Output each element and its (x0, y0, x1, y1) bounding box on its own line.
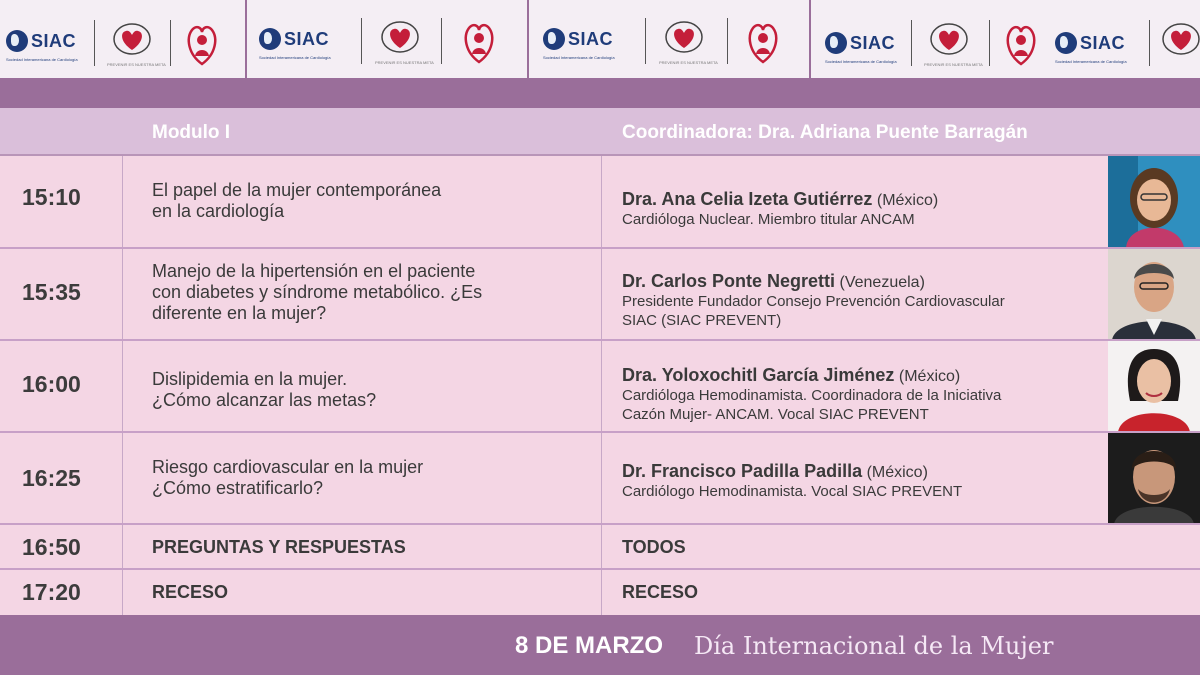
siac-logo (1055, 32, 1125, 54)
session-time: 16:50 (22, 534, 81, 560)
table-row (0, 525, 1200, 569)
divider (122, 249, 123, 340)
divider (989, 20, 990, 66)
session-topic (152, 261, 592, 324)
session-topic (152, 369, 592, 411)
divider (122, 525, 123, 569)
table-row (0, 570, 1200, 615)
logo-panel (0, 0, 245, 78)
footer-banner (0, 620, 1200, 675)
speaker-info (622, 189, 1102, 229)
siac-logo (543, 28, 613, 50)
speaker-info (622, 365, 1102, 424)
speaker-role: Presidente Fundador Consejo Prevención Cardiovascular (622, 293, 1005, 310)
topic-line: ¿Cómo estratificarlo? (152, 478, 324, 498)
divider (601, 433, 602, 524)
event-title: Día Internacional de la Mujer (694, 632, 1054, 660)
divider (361, 18, 362, 64)
woman-heart-logo-icon (745, 18, 781, 66)
heart-logo-icon (929, 22, 969, 56)
speaker-role: SIAC (SIAC PREVENT) (622, 312, 782, 329)
globe-icon (6, 30, 28, 52)
speaker-photo (1108, 341, 1200, 432)
topic-line: en la cardiología (152, 201, 285, 221)
siac-subtitle: Sociedad Interamericana de Cardiología (543, 55, 615, 60)
globe-icon (259, 28, 281, 50)
speaker-name: Dr. Francisco Padilla Padilla (622, 461, 863, 481)
divider (911, 20, 912, 66)
logo-panel (811, 0, 1200, 78)
woman-heart-logo-icon (461, 18, 497, 66)
siac-name: SIAC (284, 28, 330, 49)
coordinator-label: Coordinadora: Dra. Adriana Puente Barragán (622, 122, 1028, 143)
session-time: 15:10 (22, 184, 81, 210)
table-row (0, 341, 1200, 432)
siac-name: SIAC (850, 32, 896, 53)
divider (601, 525, 602, 569)
prevent-caption: PREVENIR ES NUESTRA META (659, 60, 718, 65)
speaker-photo (1108, 156, 1200, 248)
woman-heart-logo-icon (184, 20, 220, 68)
session-topic (152, 457, 592, 499)
siac-subtitle: Sociedad Interamericana de Cardiología (259, 55, 331, 60)
divider (645, 18, 646, 64)
siac-subtitle: Sociedad Interamericana de Cardiología (825, 59, 897, 64)
divider (170, 20, 171, 66)
topic-line: con diabetes y síndrome metabólico. ¿Es (152, 282, 483, 302)
globe-icon (825, 32, 847, 54)
topic-line: Riesgo cardiovascular en la mujer (152, 457, 424, 477)
logo-strip (0, 0, 1200, 82)
speaker-role: Cazón Mujer- ANCAM. Vocal SIAC PREVENT (622, 406, 929, 423)
table-row (0, 249, 1200, 340)
speaker-info (622, 271, 1102, 330)
speaker-info: TODOS (622, 537, 686, 557)
divider (122, 433, 123, 524)
topic-line: Dislipidemia en la mujer. (152, 369, 348, 389)
prevent-caption: PREVENIR ES NUESTRA META (107, 62, 166, 67)
globe-icon (543, 28, 565, 50)
session-time: 16:25 (22, 465, 81, 491)
globe-icon (1055, 32, 1077, 54)
divider (122, 156, 123, 248)
divider (601, 570, 602, 615)
divider (441, 18, 442, 64)
logo-panel (529, 0, 809, 78)
siac-name: SIAC (568, 28, 614, 49)
divider (122, 341, 123, 432)
speaker-country: (México) (866, 464, 928, 481)
session-time: 16:00 (22, 371, 81, 397)
speaker-info: RECESO (622, 582, 699, 602)
divider (1149, 20, 1150, 66)
siac-logo (259, 28, 329, 50)
speaker-name: Dr. Carlos Ponte Negretti (622, 271, 836, 291)
logo-panel (247, 0, 527, 78)
divider (601, 249, 602, 340)
siac-logo (6, 30, 76, 52)
speaker-country: (México) (876, 192, 939, 209)
divider (94, 20, 95, 66)
speaker-name: Dra. Ana Celia Izeta Gutiérrez (622, 189, 873, 209)
speaker-photo (1108, 433, 1200, 524)
session-time: 17:20 (22, 579, 81, 605)
speaker-info (622, 461, 1102, 501)
divider (727, 18, 728, 64)
siac-name: SIAC (1080, 32, 1126, 53)
woman-heart-logo-icon (1003, 20, 1039, 68)
speaker-role: Cardiólogo Hemodinamista. Vocal SIAC PREVENT (622, 483, 963, 500)
speaker-role: Cardióloga Hemodinamista. Coordinadora de la Iniciativa (622, 387, 1002, 404)
event-date: 8 DE MARZO (515, 632, 664, 659)
prevent-caption: PREVENIR ES NUESTRA META (375, 60, 434, 65)
table-header (0, 108, 1200, 154)
heart-logo-icon (664, 20, 704, 54)
topic-line: ¿Cómo alcanzar las metas? (152, 390, 377, 410)
speaker-name: Dra. Yoloxochitl García Jiménez (622, 365, 895, 385)
heart-logo-icon (380, 20, 420, 54)
session-topic: PREGUNTAS Y RESPUESTAS (152, 537, 406, 557)
session-time: 15:35 (22, 279, 81, 305)
heart-logo-icon (112, 22, 152, 56)
topic-line: Manejo de la hipertensión en el paciente (152, 261, 476, 281)
siac-logo (825, 32, 895, 54)
speaker-role: Cardióloga Nuclear. Miembro titular ANCAM (622, 211, 915, 228)
topic-line: diferente en la mujer? (152, 303, 327, 323)
divider (122, 570, 123, 615)
table-row (0, 156, 1200, 248)
speaker-photo (1108, 249, 1200, 340)
topic-line: El papel de la mujer contemporánea (152, 180, 442, 200)
prevent-caption: PREVENIR ES NUESTRA META (924, 62, 983, 67)
siac-subtitle: Sociedad Interamericana de Cardiología (1055, 59, 1127, 64)
table-row (0, 433, 1200, 524)
session-topic: RECESO (152, 582, 229, 602)
speaker-country: (Venezuela) (839, 274, 925, 291)
speaker-country: (México) (898, 368, 961, 385)
siac-subtitle: Sociedad Interamericana de Cardiología (6, 57, 78, 62)
module-title: Modulo I (152, 122, 231, 143)
session-topic (152, 180, 592, 222)
divider (601, 341, 602, 432)
siac-name: SIAC (31, 30, 77, 51)
heart-logo-icon (1161, 22, 1200, 56)
divider (601, 156, 602, 248)
